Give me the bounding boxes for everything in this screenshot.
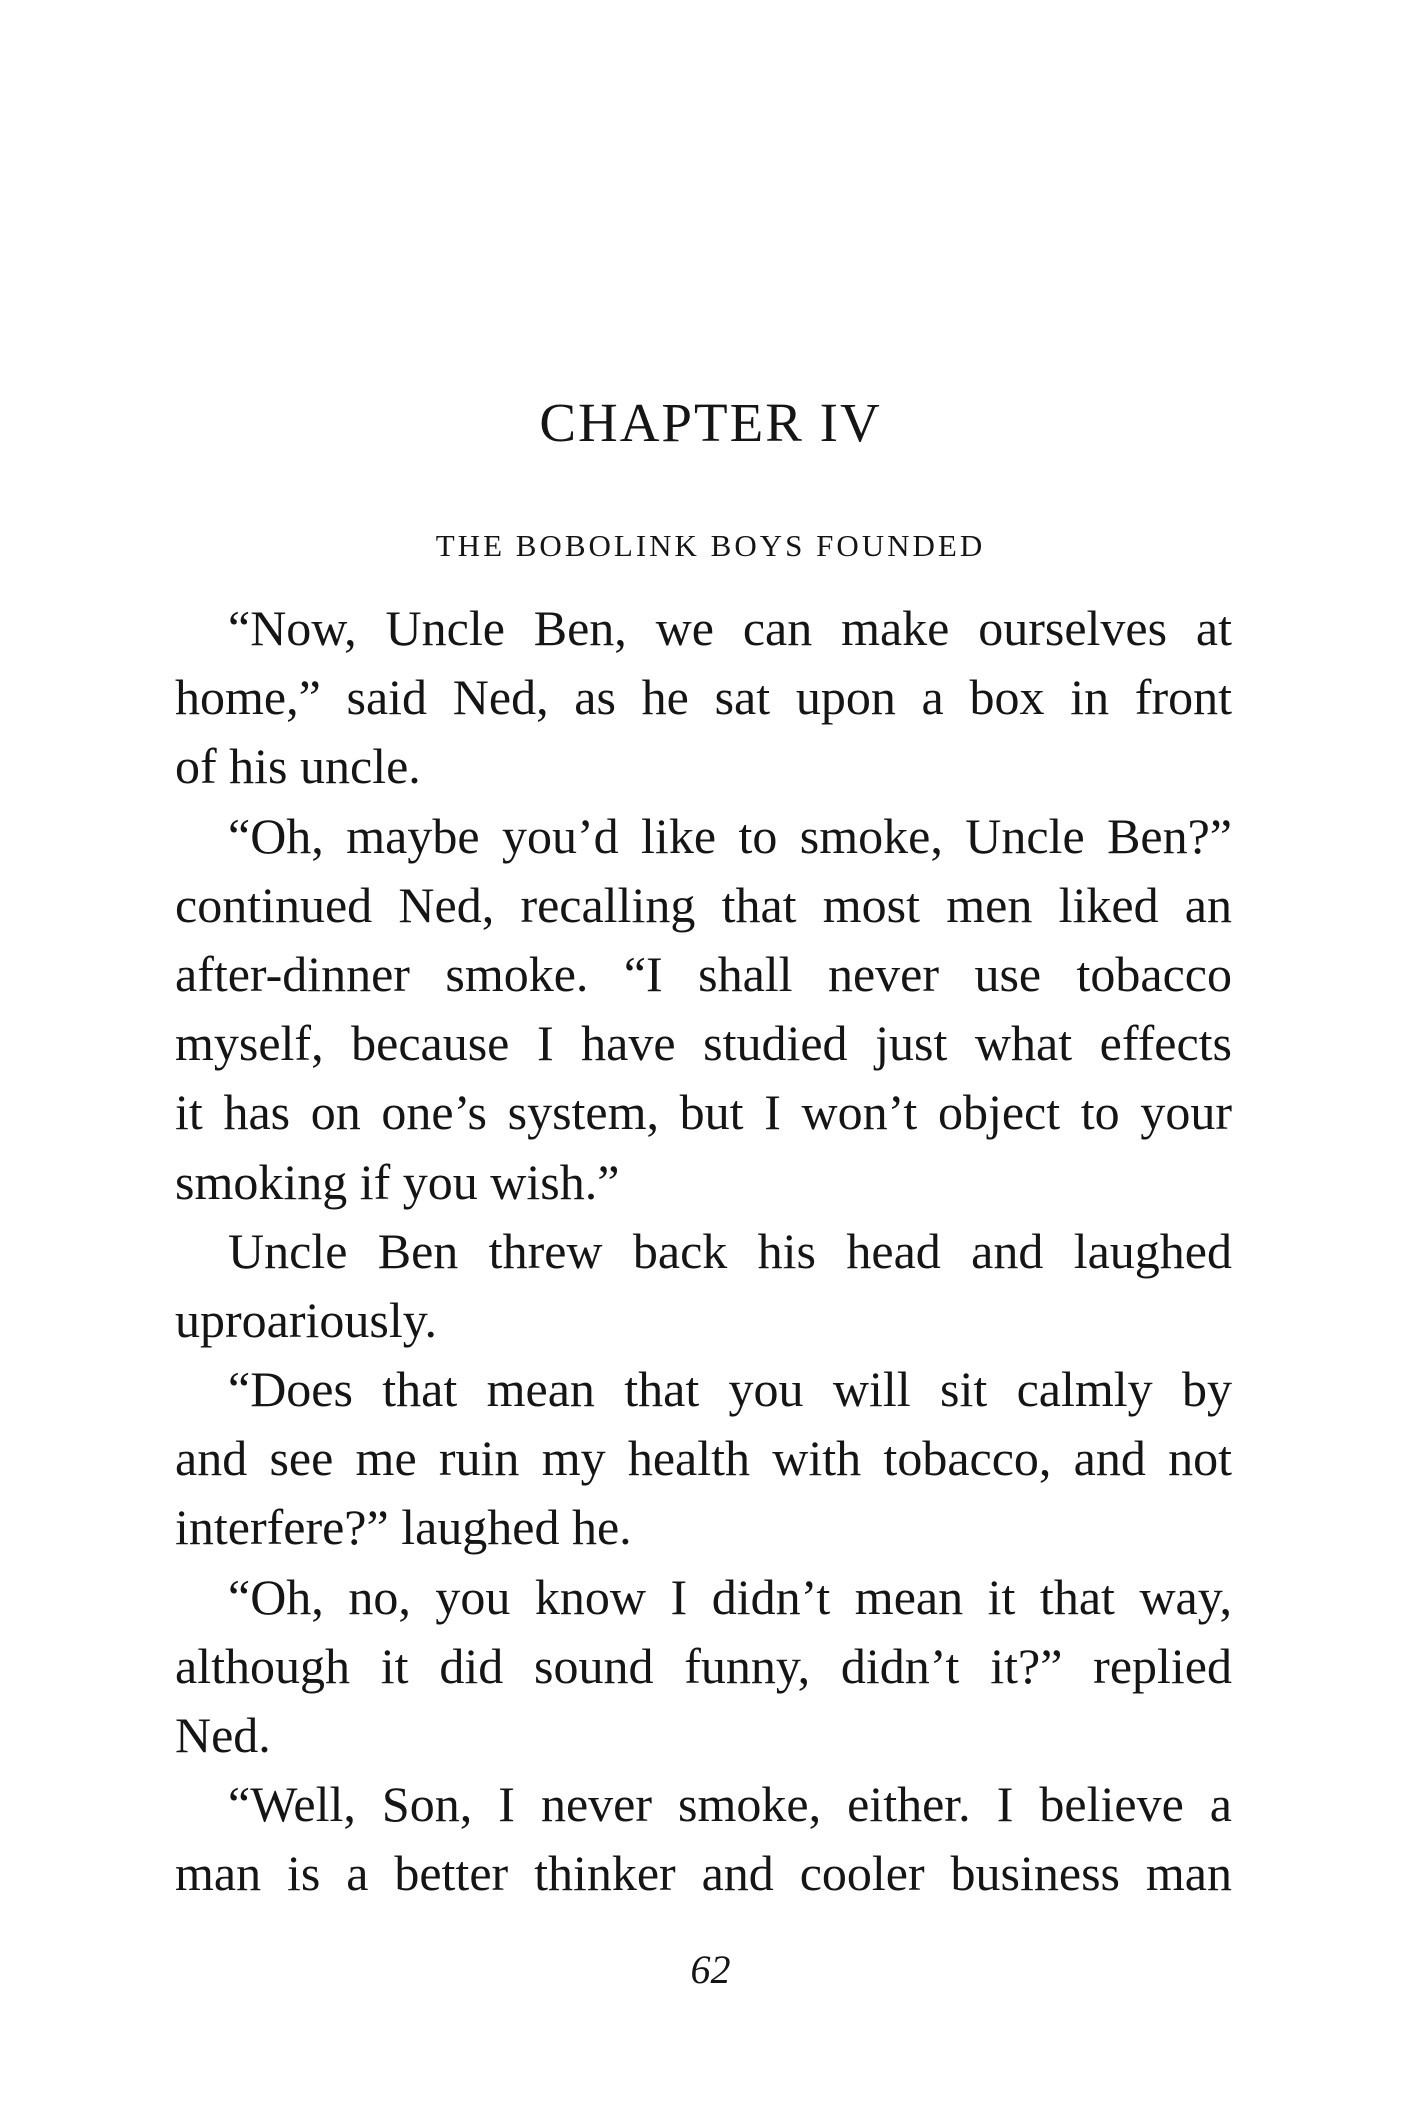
body-text [175, 594, 1232, 1909]
text-line: man is a better thinker and cooler business man [175, 1845, 1232, 1902]
text-line: of his uncle. [175, 738, 421, 795]
text-line: “Well, Son, I never smoke, either. I believe a [228, 1776, 1232, 1833]
text-line: “Oh, maybe you’d like to smoke, Uncle Ben?” [228, 807, 1232, 864]
text-line: Ned. [175, 1707, 271, 1763]
page-number: 62 [690, 1947, 731, 1992]
text-line: although it did sound funny, didn’t it?” replied [175, 1637, 1232, 1694]
text-line: myself, because I have studied just what effects [175, 1015, 1232, 1072]
text-line: smoking if you wish.” [175, 1153, 620, 1210]
text-line: “Oh, no, you know I didn’t mean it that way, [228, 1568, 1232, 1625]
chapter-title: CHAPTER IV [539, 392, 882, 453]
text-line: uproariously. [175, 1291, 437, 1348]
text-line: home,” said Ned, as he sat upon a box in front [175, 669, 1232, 726]
text-line: “Now, Uncle Ben, we can make ourselves at [228, 600, 1232, 656]
text-line: “Does that mean that you will sit calmly by [228, 1361, 1232, 1418]
text-line: continued Ned, recalling that most men liked an [175, 876, 1232, 933]
text-line: after-dinner smoke. “I shall never use tobacco [175, 945, 1232, 1002]
text-line: Uncle Ben threw back his head and laughed [228, 1222, 1232, 1279]
chapter-subtitle: THE BOBOLINK BOYS FOUNDED [435, 528, 986, 563]
text-line: and see me ruin my health with tobacco, and not [175, 1430, 1232, 1487]
text-line: it has on one’s system, but I won’t object to your [175, 1084, 1232, 1141]
text-line: interfere?” laughed he. [175, 1499, 632, 1556]
